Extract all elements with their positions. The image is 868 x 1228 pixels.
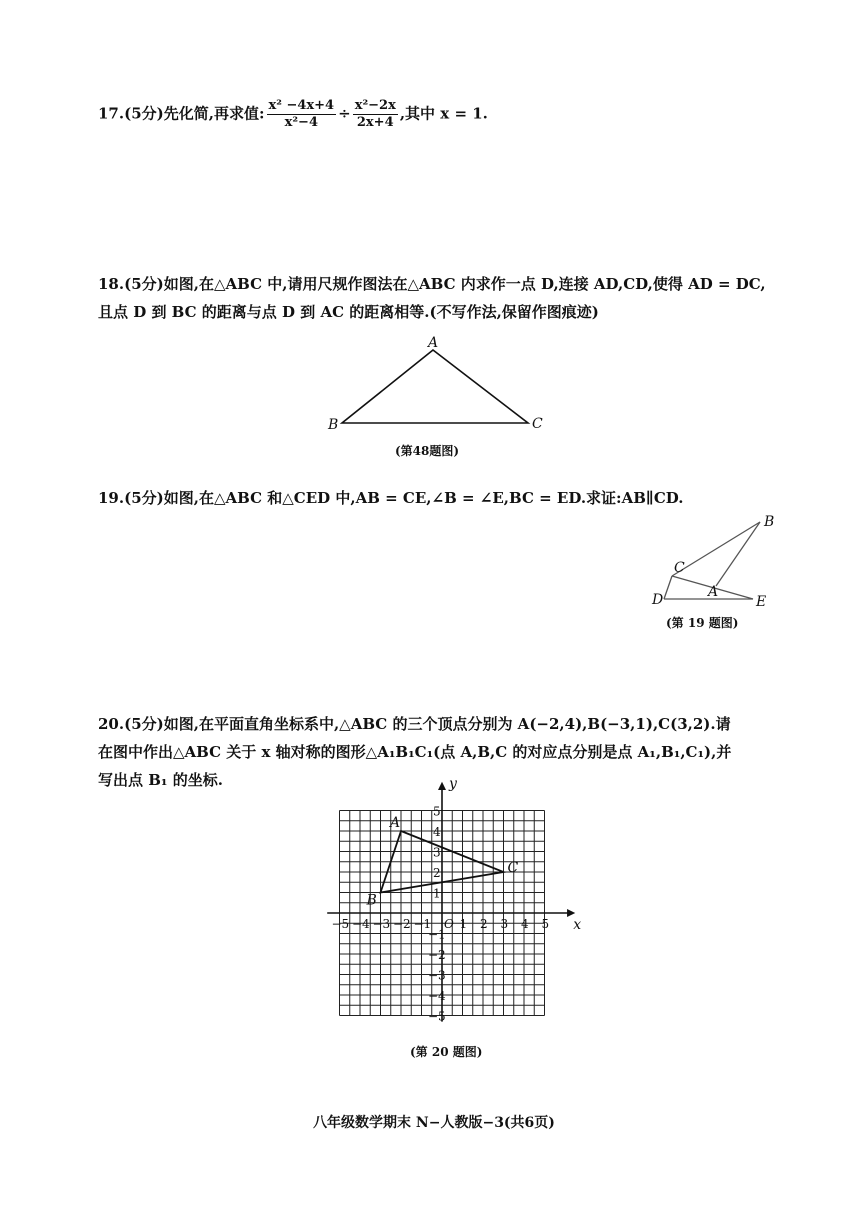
q19-caption: (第 19 题图): [666, 616, 739, 630]
y-tick-label: 1: [433, 886, 441, 901]
point-label-b: B: [366, 892, 377, 909]
x-tick-label: −2: [393, 917, 411, 931]
q17-suffix: ,其中 x = 1.: [399, 104, 488, 123]
x-tick-label: −5: [331, 917, 350, 931]
y-tick-label: −4: [428, 989, 446, 1003]
q20-x-axis-arrow: [567, 909, 575, 917]
x-tick-label: 3: [500, 917, 509, 931]
x-tick-label: −3: [372, 917, 391, 931]
q20-y-axis-arrow: [438, 782, 446, 790]
page-footer: 八年级数学期末 N−人教版−3(共6页): [313, 1115, 555, 1131]
q19-label-e: E: [756, 594, 767, 610]
q17-fraction-1: [267, 98, 337, 131]
q20-origin-label: O: [444, 917, 454, 931]
q18-triangle-abc: [342, 350, 528, 423]
x-tick-label: 4: [521, 917, 529, 931]
y-tick-label: −5: [428, 1009, 446, 1024]
y-tick-label: 5: [433, 804, 441, 819]
q19-line-cd: [664, 576, 672, 599]
q18-line-2: 且点 D 到 BC 的距离与点 D 到 AC 的距离相等.(不写作法,保留作图痕迹): [98, 303, 599, 321]
q18-label-b: B: [328, 417, 339, 433]
q18-label-a: A: [428, 335, 439, 351]
q20-line-2: 在图中作出△ABC 关于 x 轴对称的图形△A₁B₁C₁(点 A,B,C 的对应点分别是点 A₁,B₁,C₁),并: [98, 743, 732, 761]
x-tick-label: 1: [459, 917, 468, 931]
y-tick-label: −3: [428, 968, 446, 983]
question-18: [98, 270, 766, 326]
q19-label-b: B: [764, 514, 775, 530]
q19-line-ba: [716, 522, 760, 586]
q18-label-c: C: [532, 416, 543, 432]
y-tick-label: −1: [428, 927, 446, 942]
q17-fraction-2: [353, 98, 398, 131]
q19-label-d: D: [652, 592, 664, 608]
q20-y-axis-label: y: [449, 775, 457, 792]
question-19: [98, 484, 683, 512]
x-tick-label: −1: [413, 917, 432, 931]
x-tick-label: 5: [541, 917, 550, 931]
q17-prefix: 17.(5分)先化简,再求值:: [98, 104, 265, 123]
question-17: [98, 98, 488, 131]
point-label-a: A: [390, 815, 401, 831]
q19-line-bc: [672, 522, 760, 576]
y-tick-label: 2: [433, 866, 441, 880]
q18-caption: (第48题图): [395, 444, 460, 458]
q17-operator: ÷: [338, 104, 351, 123]
q19-label-c: C: [674, 560, 685, 576]
x-tick-label: 2: [480, 917, 488, 931]
y-tick-label: −2: [428, 948, 446, 962]
q19-line-1: 19.(5分)如图,在△ABC 和△CED 中,AB = CE,∠B = ∠E,BC = ED.求证:AB∥CD.: [98, 489, 684, 507]
q19-figure: [648, 510, 778, 610]
x-tick-label: −4: [352, 917, 370, 931]
q20-y-tick-labels: [428, 805, 446, 1024]
y-tick-label: 4: [433, 825, 441, 839]
q17-frac1-numerator: x² −4x+4: [268, 98, 335, 113]
q19-label-a: A: [708, 584, 719, 600]
q17-frac1-denominator: x²−4: [284, 115, 318, 130]
q20-caption: (第 20 题图): [410, 1045, 483, 1059]
q20-coordinate-grid: [310, 775, 590, 1040]
q17-frac2-numerator: x²−2x: [354, 98, 396, 113]
q17-frac2-denominator: 2x+4: [356, 115, 394, 130]
q18-line-1: 18.(5分)如图,在△ABC 中,请用尺规作图法在△ABC 内求作一点 D,连接 AD,CD,使得 AD = DC,: [98, 275, 766, 293]
q18-triangle-figure: [320, 335, 550, 435]
q20-line-1: 20.(5分)如图,在平面直角坐标系中,△ABC 的三个顶点分别为 A(−2,4),B(−3,1),C(3,2).请: [98, 715, 731, 733]
q20-x-axis-label: x: [573, 917, 582, 933]
y-tick-label: 3: [433, 845, 441, 860]
point-label-c: C: [507, 860, 519, 876]
q20-line-3: 写出点 B₁ 的坐标.: [98, 771, 223, 789]
